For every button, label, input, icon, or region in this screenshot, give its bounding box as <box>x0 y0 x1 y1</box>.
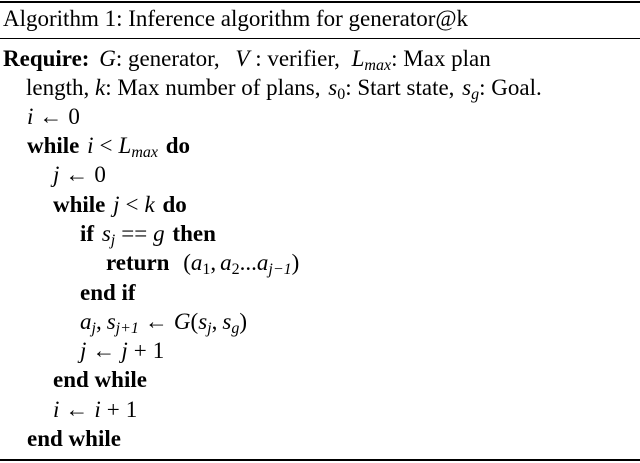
k-desc: : Max number of plans, <box>105 75 321 100</box>
require-line-2 <box>26 73 542 102</box>
aj-subscript: j <box>91 320 96 337</box>
one-value: 1 <box>152 338 165 363</box>
s-var: s <box>222 309 232 334</box>
i-var: i <box>87 133 94 158</box>
s0-desc: : Start state, <box>345 75 455 100</box>
length-word: length, <box>26 75 90 100</box>
then-keyword: then <box>172 221 216 246</box>
generator-desc: : generator, <box>115 46 220 71</box>
a-var: a <box>220 250 232 275</box>
paren-open: ( <box>183 250 191 275</box>
s0-symbol: s <box>328 75 338 100</box>
assign-arrow: ← <box>144 309 168 334</box>
sg-subscript: g <box>471 86 480 103</box>
g-var: g <box>153 221 165 246</box>
j-var: j <box>53 162 60 187</box>
a-var: a <box>80 309 92 334</box>
zero-value: 0 <box>68 104 80 129</box>
j-var: j <box>80 338 87 363</box>
caption-rule <box>0 38 640 39</box>
aj1-subscript: j−1 <box>268 261 292 278</box>
init-j-line <box>53 160 106 189</box>
increment-i-line <box>53 395 137 424</box>
less-than: < <box>99 133 113 158</box>
j-var: j <box>121 338 128 363</box>
sg-subscript: g <box>231 320 240 337</box>
top-rule <box>0 1 640 3</box>
increment-j-line <box>80 336 164 365</box>
a1-subscript: 1 <box>202 261 211 278</box>
a2-subscript: 2 <box>231 261 240 278</box>
plus-op: + <box>106 397 120 422</box>
assign-arrow: ← <box>92 338 116 363</box>
a-var: a <box>256 250 269 275</box>
i-var: i <box>27 104 34 129</box>
k-var: k <box>144 192 155 217</box>
a-var: a <box>190 250 203 275</box>
do-keyword: do <box>162 192 187 217</box>
call-close: ) <box>239 309 247 334</box>
sj-subscript: j <box>207 320 212 337</box>
end-while-keyword: end while <box>27 426 121 451</box>
comma: , <box>210 250 217 275</box>
k-symbol: k <box>95 75 106 100</box>
end-if-keyword: end if <box>80 280 136 305</box>
require-line-1 <box>3 44 491 73</box>
end-while-keyword: end while <box>53 367 147 392</box>
while-keyword: while <box>53 192 106 217</box>
assign-arrow: ← <box>65 162 89 187</box>
call-open: ( <box>190 309 199 334</box>
i-var: i <box>94 397 101 422</box>
outer-end-while-line <box>27 424 121 453</box>
less-than: < <box>125 192 139 217</box>
sg-desc: : Goal. <box>479 75 542 100</box>
zero-value: 0 <box>94 162 106 187</box>
i-var: i <box>53 397 60 422</box>
return-line <box>106 248 299 277</box>
verifier-desc: : verifier, <box>249 46 340 71</box>
while-keyword: while <box>27 133 80 158</box>
assign-arrow: ← <box>39 104 63 129</box>
max-subscript: max <box>131 144 158 161</box>
L-var: L <box>118 133 132 158</box>
do-keyword: do <box>165 133 191 158</box>
sj1-subscript: j+1 <box>115 320 139 337</box>
require-keyword: Require: <box>3 46 90 71</box>
lmax-desc: : Max plan <box>391 46 491 71</box>
inner-end-while-line <box>53 365 147 394</box>
paren-close: ) <box>291 250 300 275</box>
s-var: s <box>101 221 111 246</box>
init-i-line <box>27 102 80 131</box>
comma: , <box>95 309 102 334</box>
generator-symbol: G <box>99 46 116 71</box>
s0-subscript: 0 <box>337 86 346 103</box>
ellipsis: ... <box>239 250 257 275</box>
plus-op: + <box>133 338 147 363</box>
return-keyword: return <box>106 250 170 275</box>
assign-arrow: ← <box>65 397 89 422</box>
j-var: j <box>113 192 120 217</box>
s-var: s <box>198 309 208 334</box>
lmax-subscript: max <box>364 57 392 74</box>
s-var: s <box>106 309 116 334</box>
equals-op: == <box>121 221 148 246</box>
call-comma: , <box>211 309 218 334</box>
sg-symbol: s <box>462 75 472 100</box>
G-call: G <box>173 309 191 334</box>
one-value: 1 <box>125 397 138 422</box>
algorithm-caption: Algorithm 1: Inference algorithm for generator@k <box>3 6 469 31</box>
bottom-rule <box>0 459 640 461</box>
generate-line <box>80 307 247 336</box>
end-if-line <box>80 278 136 307</box>
verifier-symbol: V <box>235 46 250 71</box>
lmax-symbol: L <box>351 46 365 71</box>
inner-while-line <box>53 190 187 219</box>
if-keyword: if <box>80 221 95 246</box>
j-subscript: j <box>110 232 116 249</box>
if-line <box>80 219 216 248</box>
outer-while-line <box>27 131 190 160</box>
